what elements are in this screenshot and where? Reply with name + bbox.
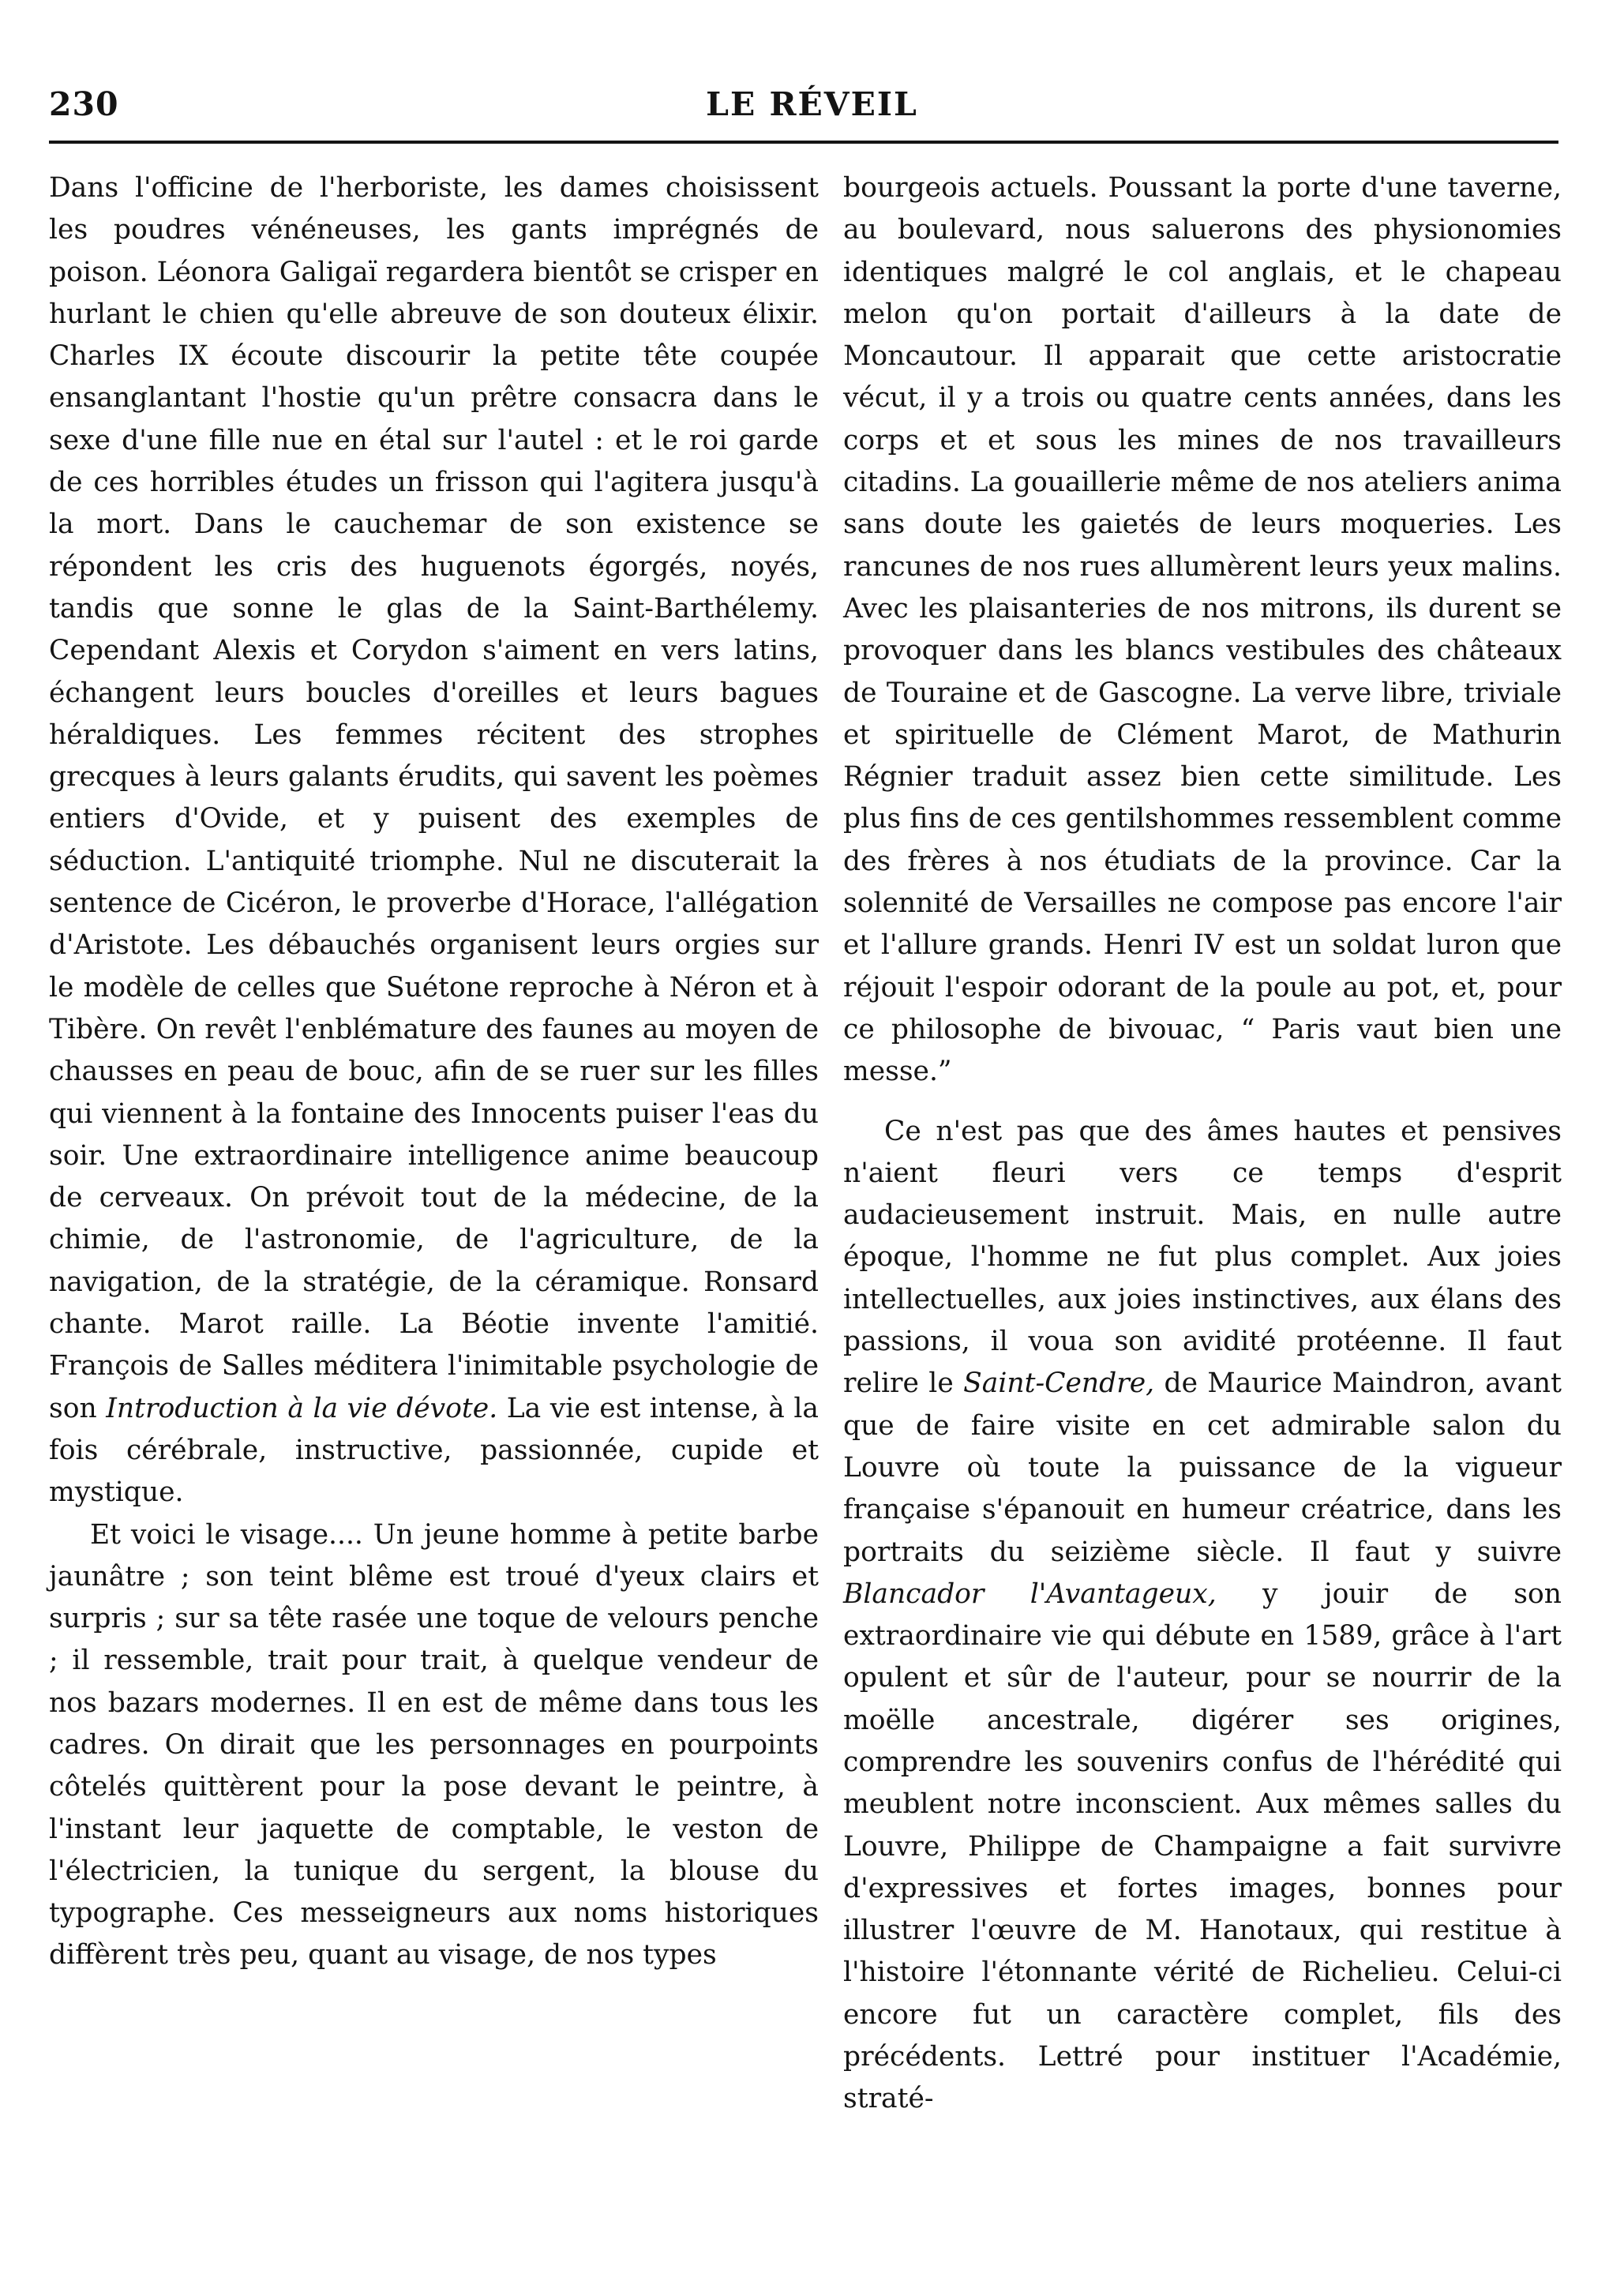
book-title-saint-cendre: Saint-Cendre,: [963, 1367, 1155, 1400]
book-title-introduction: Introduction à la vie dévote.: [106, 1392, 498, 1424]
running-title: LE RÉVEIL: [706, 85, 918, 123]
right-column: [843, 167, 1562, 2121]
left-paragraph-2: Et voici le visage.... Un jeune homme à petite barbe jaunâtre ; son teint blême est troué d'yeux clairs et surpris ; sur sa tête rasée une toque de velours penche ; il ressemble, trait pour trait, à quelque vendeur de nos bazars modernes. Il en est de même dans tous les cadres. On dirait que les personnages en pourpoints côtelés quittèrent pour la pose devant le peintre, à l'instant leur jaquette de comptable, le veston de l'électricien, la tunique du sergent, la blouse du typographe. Ces messeigneurs aux noms historiques diffèrent très peu, quant au visage, de nos types: [49, 1518, 819, 1971]
left-paragraph-1: [49, 167, 819, 1514]
right-paragraph-2: [843, 1111, 1562, 2121]
right-paragraph-2-part-b: de Maurice Maindron, avant que de faire visite en cet admirable salon du Louvre où toute la puissance de la vigueur française s'épanouit en humeur créatrice, dans les portraits du seizième siècle. Il faut y suivre: [843, 1367, 1562, 1568]
right-paragraph-2-part-a: Ce n'est pas que des âmes hautes et pensives n'aient fleuri vers ce temps d'esprit audacieusement instruit. Mais, en nulle autre époque, l'homme ne fut plus complet. Aux joies intellectuelles, aux joies instinctives, aux élans des passions, il voua son avidité protéenne. Il faut relire le: [843, 1115, 1562, 1400]
right-paragraph-2-part-c: y jouir de son extraordinaire vie qui débute en 1589, grâce à l'art opulent et sûr de l'auteur, pour se nourrir de la moëlle ancestrale, digérer ses origines, comprendre les souvenirs confus de l'hérédité qui meublent notre inconscient. Aux mêmes salles du Louvre, Philippe de Champaigne a fait survivre d'expressives et fortes images, bonnes pour illustrer l'œuvre de M. Hanotaux, qui restitue à l'histoire l'étonnante vérité de Richelieu. Celui-ci encore fut un caractère complet, fils des précédents. Lettré pour instituer l'Académie, straté-: [843, 1578, 1562, 2115]
left-paragraph-1-end: La vie est intense, à la fois cérébrale, instructive, passionnée, cupide et mystique.: [49, 1392, 820, 1509]
header-rule: [49, 141, 1558, 144]
page-number: 230: [49, 85, 119, 123]
book-title-blancador: Blancador l'Avantageux,: [843, 1578, 1217, 1610]
left-paragraph-1-text: Dans l'officine de l'herboriste, les dames choisissent les poudres vénéneuses, les gants imprégnés de poison. Léonora Galigaï regardera bientôt se crisper en hurlant le chien qu'elle abreuve de son douteux élixir. Charles IX écoute discourir la petite tête coupée ensanglantant l'hostie qu'un prêtre consacra dans le sexe d'une fille nue en étal sur l'autel : et le roi garde de ces horribles études un frisson qui l'agitera jusqu'à la mort. Dans le cauchemar de son existence se répondent les cris des huguenots égorgés, noyés, tandis que sonne le glas de la Saint-Barthélemy. Cependant Alexis et Corydon s'aiment en vers latins, échangent leurs boucles d'oreilles et leurs bagues héraldiques. Les femmes récitent des strophes grecques à leurs galants érudits, qui savent les poèmes entiers d'Ovide, et y puisent des exemples de séduction. L'antiquité triomphe. Nul ne discuterait la sentence de Cicéron, le proverbe d'Horace, l'allégation d'Aristote. Les débauchés organisent leurs orgies sur le modèle de celles que Suétone reproche à Néron et à Tibère. On revêt l'enblémature des faunes au moyen de chausses en peau de bouc, afin de se ruer sur les filles qui viennent à la fontaine des Innocents puiser l'eas du soir. Une extraordinaire intelligence anime beaucoup de cerveaux. On prévoit tout de la médecine, de la chimie, de l'astronomie, de l'agriculture, de la navigation, de la stratégie, de la céramique. Ronsard chante. Marot raille. La Béotie invente l'amitié. François de Salles méditera l'inimitable psychologie de son: [49, 172, 819, 1424]
left-column: [49, 167, 819, 1977]
right-paragraph-1: bourgeois actuels. Poussant la porte d'une taverne, au boulevard, nous saluerons des physionomies identiques malgré le col anglais, et le chapeau melon qu'on portait d'ailleurs à la date de Moncautour. Il apparait que cette aristocratie vécut, il y a trois ou quatre cents années, dans les corps et et sous les mines de nos travailleurs citadins. La gouaillerie même de nos ateliers anima sans doute les gaietés de leurs moqueries. Les rancunes de nos rues allumèrent leurs yeux malins. Avec les plaisanteries de nos mitrons, ils durent se provoquer dans les blancs vestibules des châteaux de Touraine et de Gascogne. La verve libre, triviale et spirituelle de Clément Marot, de Mathurin Régnier traduit assez bien cette similitude. Les plus fins de ces gentilshommes ressemblent comme des frères à nos étudiats de la province. Car la solennité de Versailles ne compose pas encore l'air et l'allure grands. Henri IV est un soldat luron que réjouit l'espoir odorant de la poule au pot, et, pour ce philosophe de bivouac, “ Paris vaut bien une messe.”: [843, 172, 1562, 1088]
